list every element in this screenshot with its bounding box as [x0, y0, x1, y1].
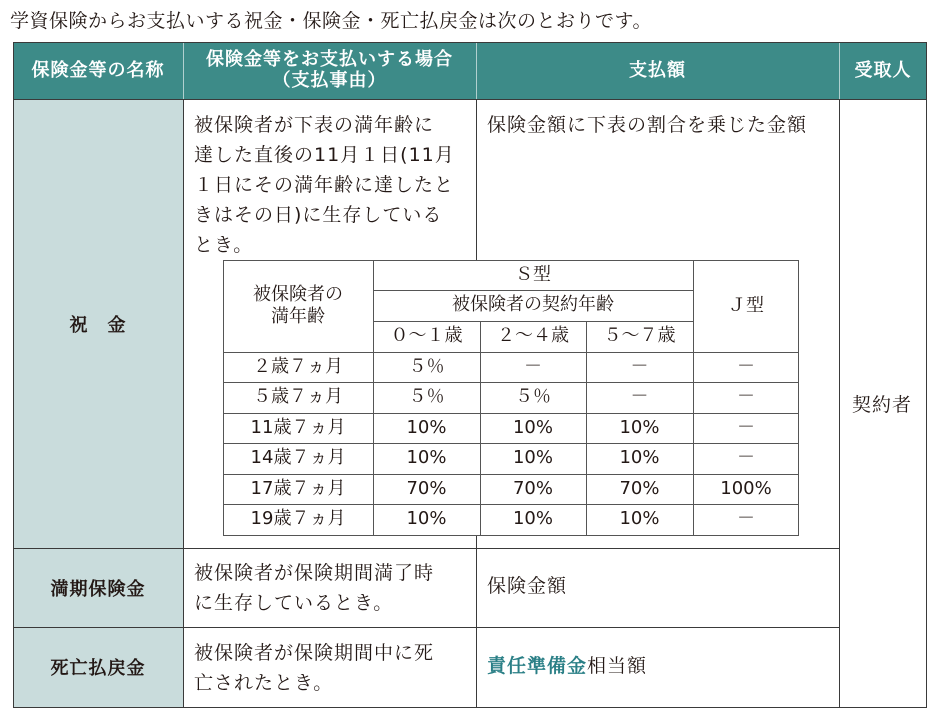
- maturity-amount: 保険金額: [487, 575, 568, 597]
- death-condition: [194, 638, 474, 698]
- rate-header-contract-age: 被保険者の契約年齢: [452, 294, 614, 316]
- intro-text: 学資保険からお支払いする祝金・保険金・死亡払戻金は次のとおりです。: [10, 10, 652, 32]
- rate-table: [223, 260, 799, 536]
- celebration-condition-line: とき。: [194, 234, 254, 256]
- rate-cell: 70%: [619, 477, 660, 499]
- rate-cell: 70%: [406, 477, 447, 499]
- header-condition-line2: （支払事由）: [272, 70, 387, 91]
- rate-row-age: ２歳７ヵ月: [253, 355, 343, 377]
- rate-header-s-type: Ｓ型: [515, 263, 551, 285]
- maturity-condition-line: に生存しているとき。: [194, 592, 394, 614]
- rate-cell: －: [737, 355, 755, 377]
- rate-cell: －: [524, 355, 542, 377]
- rate-header-age: [223, 260, 373, 352]
- rate-row-age: 11歳７ヵ月: [250, 416, 346, 438]
- rate-header-age-line2: 満年齢: [271, 306, 325, 327]
- rate-cell: 10%: [512, 447, 553, 469]
- rate-cell: －: [737, 386, 755, 408]
- death-condition-line: 被保険者が保険期間中に死: [194, 642, 435, 664]
- rate-row-age: 19歳７ヵ月: [250, 508, 346, 530]
- death-amount-rest: 相当額: [587, 655, 648, 677]
- header-amount: 支払額: [476, 43, 839, 99]
- rate-cell: 10%: [619, 447, 660, 469]
- recipient-value: 契約者: [852, 394, 913, 416]
- rate-cell: 10%: [619, 508, 660, 530]
- maturity-condition-line: 被保険者が保険期間満了時: [194, 562, 435, 584]
- header-condition: [183, 43, 476, 99]
- rate-cell: ５％: [515, 386, 551, 408]
- rate-row-age: 17歳７ヵ月: [250, 477, 346, 499]
- celebration-condition-line: 達した直後の11月１日(11月: [194, 144, 455, 166]
- rate-cell: 70%: [512, 477, 553, 499]
- rate-cell: －: [737, 508, 755, 530]
- name-celebration: 祝 金: [13, 99, 183, 548]
- celebration-condition-line: １日にその満年齢に達したと: [194, 174, 455, 196]
- rate-cell: 10%: [406, 508, 447, 530]
- celebration-condition-line: 被保険者が下表の満年齢に: [194, 114, 435, 136]
- name-death: 死亡払戻金: [13, 627, 183, 707]
- header-condition-line1: 保険金等をお支払いする場合: [206, 49, 453, 71]
- rate-cell: 10%: [619, 416, 660, 438]
- rate-cell: 10%: [406, 416, 447, 438]
- rate-cell: 10%: [512, 508, 553, 530]
- rate-cell: ５％: [408, 355, 445, 377]
- rate-header-age-line1: 被保険者の: [253, 283, 343, 305]
- rate-cell: 100%: [720, 477, 772, 499]
- death-amount: [487, 651, 647, 681]
- rate-header-j-type: Ｊ型: [728, 294, 764, 316]
- celebration-amount: 保険金額に下表の割合を乗じた金額: [487, 114, 808, 136]
- header-name: 保険金等の名称: [13, 43, 183, 99]
- header-recipient: 受取人: [839, 43, 927, 99]
- rate-cell: ５％: [408, 386, 445, 408]
- celebration-condition: [194, 110, 474, 260]
- maturity-condition: [194, 558, 474, 618]
- rate-cell: 10%: [512, 416, 553, 438]
- name-maturity: 満期保険金: [13, 548, 183, 627]
- death-condition-line: 亡されたとき。: [194, 672, 334, 694]
- rate-header-sub-3: ５～７歳: [603, 325, 676, 347]
- rate-cell: －: [630, 355, 649, 377]
- rate-cell: 10%: [406, 447, 447, 469]
- rate-row-age: 14歳７ヵ月: [250, 447, 346, 469]
- rate-cell: －: [737, 447, 755, 469]
- celebration-condition-line: きはその日)に生存している: [194, 204, 443, 226]
- death-amount-highlight: 責任準備金: [487, 655, 588, 677]
- rate-cell: －: [630, 386, 649, 408]
- rate-cell: －: [737, 416, 755, 438]
- rate-row-age: ５歳７ヵ月: [253, 386, 343, 408]
- rate-header-sub-1: ０～１歳: [390, 325, 463, 347]
- rate-header-sub-2: ２～４歳: [497, 325, 569, 347]
